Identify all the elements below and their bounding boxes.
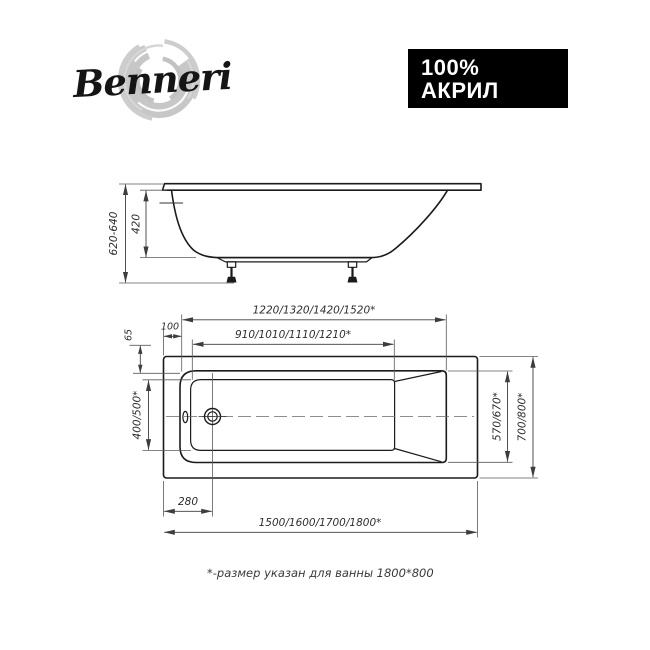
dim-label-bottom-width: 400/500*	[131, 390, 144, 440]
dim-label-rim-side-offset: 65	[123, 328, 135, 342]
top-outer-rim	[164, 357, 478, 479]
dim-label-rim-inner-width: 570/670*	[491, 392, 504, 441]
leg-right	[348, 262, 358, 283]
badge-material-text: АКРИЛ	[421, 78, 499, 103]
dim-label-overall-width: 700/800*	[516, 392, 529, 442]
side-rim	[163, 184, 482, 191]
leg-left	[226, 262, 236, 283]
dim-label-overall-height: 620-640	[108, 211, 120, 256]
top-view	[124, 305, 539, 538]
brand-logo	[71, 35, 233, 125]
side-tub-profile	[172, 190, 448, 257]
dim-label-depth: 420	[130, 213, 143, 235]
footnote-text: *-размер указан для ванны 1800*800	[207, 566, 434, 580]
brand-name-text: Benneri	[71, 53, 233, 107]
dim-label-rim-end-offset: 100	[160, 321, 180, 333]
top-basin-floor	[191, 380, 395, 451]
side-view	[108, 184, 481, 283]
dim-label-rim-inner-length: 1220/1320/1420/1520*	[252, 304, 376, 317]
dim-label-drain-offset: 280	[177, 496, 199, 508]
badge-percent-text: 100%	[421, 55, 480, 80]
overflow-icon	[183, 411, 188, 422]
dim-label-overall-length: 1500/1600/1700/1800*	[258, 517, 382, 529]
dim-label-bottom-length: 910/1010/1110/1210*	[234, 329, 352, 341]
